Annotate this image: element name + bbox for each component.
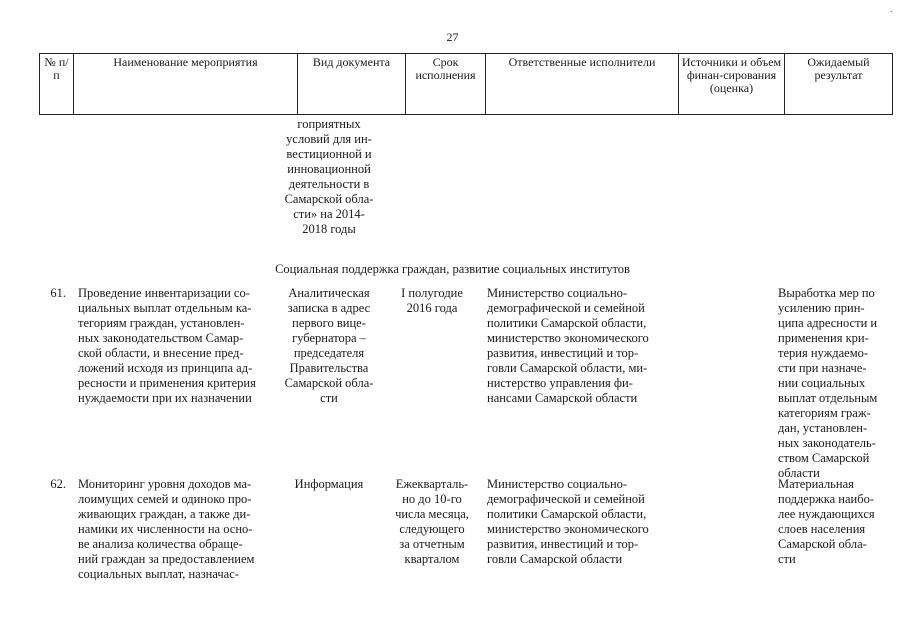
text-line: слоев населения (778, 522, 866, 536)
text-line: демографической и семейной (487, 492, 645, 506)
header-responsible: Ответственные исполнители (486, 54, 679, 115)
text-line: Самарской обла- (284, 192, 374, 206)
text-line: министерство экономического (487, 522, 649, 536)
text-line: говли Самарской области (487, 552, 623, 566)
text-line: применения кри- (778, 331, 869, 345)
text-line: намики их численности на осно- (78, 522, 253, 536)
text-line: сти» на 2014- (293, 207, 365, 221)
row-62-document (274, 477, 384, 492)
text-line: развития, инвестиций и тор- (487, 346, 639, 360)
header-name: Наименование мероприятия (74, 54, 298, 115)
text-line: но до 10-го (402, 492, 462, 506)
text-line: циальных выплат отдельным ка- (78, 301, 252, 315)
text-line: социальных выплат, назначас- (78, 567, 239, 581)
row-61-responsible (487, 286, 667, 406)
text-line: лее нуждающихся (778, 507, 875, 521)
text-line: следующего (399, 522, 465, 536)
text-line: Аналитическая (288, 286, 370, 300)
row-61-name (78, 286, 271, 406)
text-line: ством Самарской (778, 451, 870, 465)
text-line: числа месяца, (395, 507, 469, 521)
text-line: живающих граждан, а также ди- (78, 507, 251, 521)
row-62-term (388, 477, 476, 567)
text-line: нансами Самарской области (487, 391, 638, 405)
text-line: Выработка мер по (778, 286, 875, 300)
text-line: 2016 года (406, 301, 458, 315)
text-line: Ежекварталь- (395, 477, 469, 491)
row-61-term (388, 286, 476, 316)
text-line: терия нуждаемо- (778, 346, 869, 360)
section-title: Социальная поддержка граждан, развитие социальных институтов (275, 262, 630, 276)
header-funding: Источники и объем финан-сирования (оценка) (679, 54, 785, 115)
text-line: ний граждан за предоставлением (78, 552, 255, 566)
text-line: Самарской обла- (284, 376, 374, 390)
text-line: ципа адресности и (778, 316, 878, 330)
row-62-responsible (487, 477, 667, 567)
text-line: I полугодие (401, 286, 463, 300)
header-document: Вид документа (298, 54, 406, 115)
text-line: лоимущих семей и одиноко про- (78, 492, 252, 506)
text-line: инновационной (287, 162, 371, 176)
text-line: тегориям граждан, установлен- (78, 316, 245, 330)
text-line: демографической и семейной (487, 301, 645, 315)
row-61-number: 61. (50, 286, 66, 300)
text-line: области (778, 466, 820, 480)
page-number: 27 (446, 30, 459, 44)
text-line: министерство экономического (487, 331, 649, 345)
text-line: ных законодательством Самар- (78, 331, 244, 345)
table-header (39, 53, 892, 115)
text-line: Самарской обла- (778, 537, 867, 551)
text-line: кварталом (404, 552, 460, 566)
text-line: сти (320, 391, 338, 405)
text-line: выплат отдельным (778, 391, 878, 405)
text-line: сти (778, 552, 796, 566)
text-line: политики Самарской области, (487, 507, 647, 521)
text-line: Министерство социально- (487, 477, 628, 491)
text-line: Мониторинг уровня доходов ма- (78, 477, 252, 491)
text-line: условий для ин- (286, 132, 372, 146)
text-line: за отчетным (399, 537, 465, 551)
text-line: говли Самарской области, ми- (487, 361, 648, 375)
text-line: нистерство управления фи- (487, 376, 633, 390)
text-line: 2018 годы (302, 222, 356, 236)
text-line: губернатора – (292, 331, 366, 345)
text-line: Проведение инвентаризации со- (78, 286, 250, 300)
text-line: поддержка наибо- (778, 492, 874, 506)
text-line: деятельности в (288, 177, 370, 191)
header-result: Ожидаемый результат (785, 54, 893, 115)
text-line: председателя (293, 346, 365, 360)
text-line: записка в адрес (287, 301, 371, 315)
text-line: развития, инвестиций и тор- (487, 537, 639, 551)
text-line: Материальная (778, 477, 854, 491)
text-line: нуждаемости при их назначении (78, 391, 252, 405)
text-line: Министерство социально- (487, 286, 628, 300)
text-line: нии социальных (778, 376, 866, 390)
text-line: Информация (294, 477, 364, 491)
row-61-document (274, 286, 384, 406)
row-61-result (778, 286, 888, 481)
header-term: Срок исполнения (406, 54, 486, 115)
continuation-document (274, 117, 384, 237)
row-62-name (78, 477, 271, 582)
text-line: сти при назначе- (778, 361, 867, 375)
text-line: усилению прин- (778, 301, 865, 315)
text-line: ресности и применения критерия (78, 376, 256, 390)
text-line: ложений исходя из принципа ад- (78, 361, 253, 375)
corner-mark: · (889, 6, 893, 18)
text-line: ской области, и внесение пред- (78, 346, 244, 360)
header-number: № п/п (40, 54, 74, 115)
row-62-result (778, 477, 888, 567)
text-line: вестиционной и (286, 147, 372, 161)
row-62-number: 62. (50, 477, 66, 491)
text-line: ве анализа количества обраще- (78, 537, 243, 551)
text-line: политики Самарской области, (487, 316, 647, 330)
text-line: ных законодатель- (778, 436, 876, 450)
text-line: первого вице- (292, 316, 366, 330)
text-line: дан, установлен- (778, 421, 868, 435)
text-line: гоприятных (297, 117, 361, 131)
text-line: Правительства (289, 361, 369, 375)
text-line: категориям граж- (778, 406, 871, 420)
